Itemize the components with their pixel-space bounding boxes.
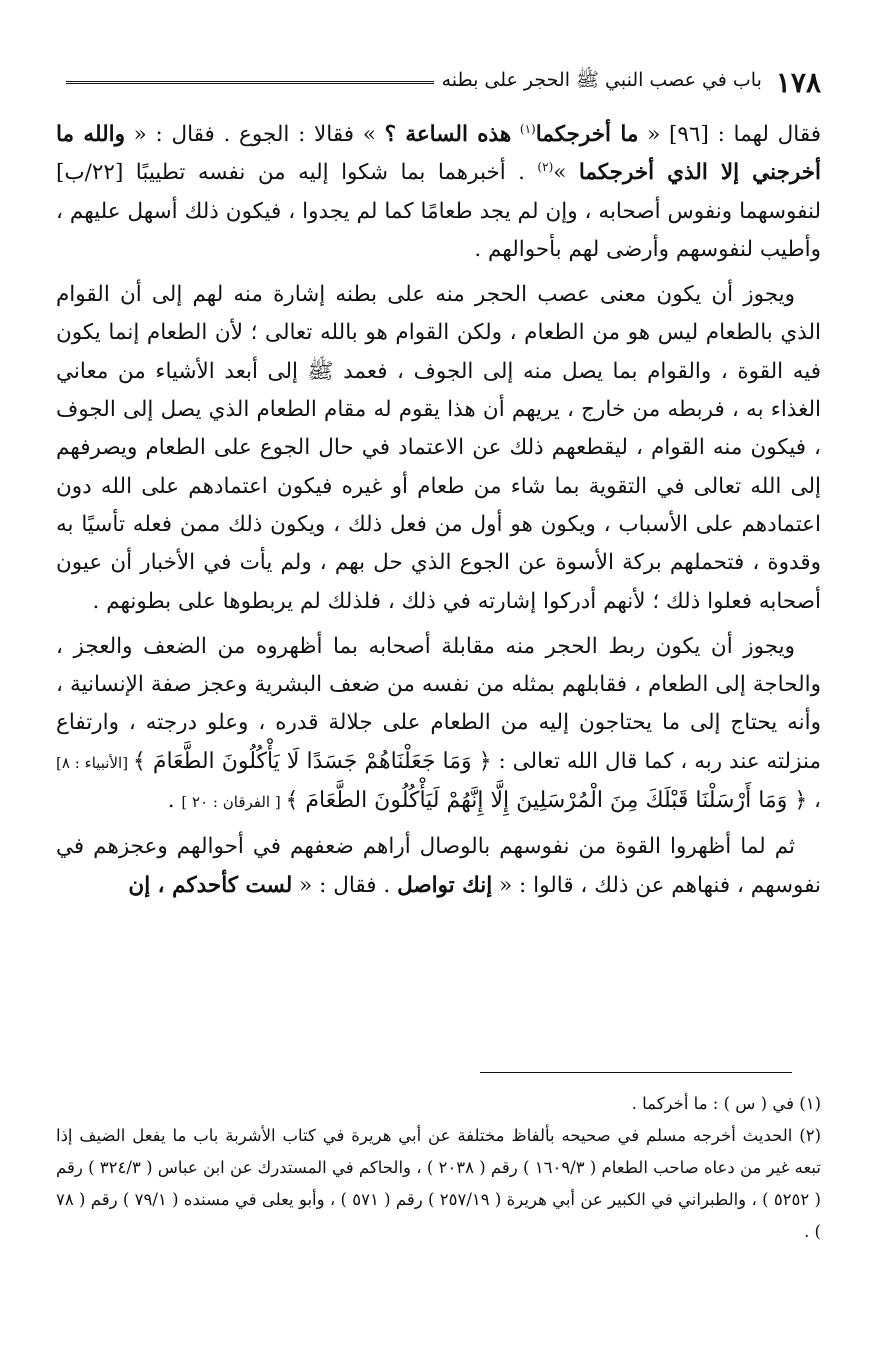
main-text bbox=[56, 116, 821, 912]
text-run: فقال لهما : [٩٦] « bbox=[638, 122, 821, 147]
footnote-ref-1: (١) bbox=[519, 121, 536, 136]
page-number: ١٧٨ bbox=[775, 65, 821, 99]
text-run: » bbox=[553, 160, 579, 186]
hadith-quote: ما أخرجكما bbox=[535, 122, 639, 147]
running-title: باب في عصب النبي ﷺ الحجر على بطنه bbox=[441, 69, 762, 91]
paragraph-1 bbox=[56, 116, 821, 269]
paragraph-4 bbox=[56, 828, 821, 905]
footnote-2: (٢) الحديث أخرجه مسلم في صحيحه بألفاظ مختلفة عن أبي هريرة في كتاب الأشربة باب ما يفعل الضيف إذا تبعه غير من دعاه صاحب الطعام ( ١٦٠٩/٣ ) رقم ( ٢٠٣٨ ) ، والحاكم في المستدرك عن ابن عباس ( ٣٢٤/٣ ) رقم ( ٥٢٥٢ ) ، والطبراني في الكبير عن أبي هريرة ( ٢٥٧/١٩ ) رقم ( ٥٧١ ) ، وأبو يعلى في مسنده ( ٧٩/١ ) رقم ( ٧٨ ) . bbox=[56, 1126, 821, 1241]
footnote-separator bbox=[480, 1072, 792, 1073]
quran-verse: ﴿ وَمَا أَرْسَلْنَا قَبْلَكَ مِنَ الْمُرْسَلِينَ إِلَّا إِنَّهُمْ لَيَأْكُلُونَ الطَّعَامَ ﴾ bbox=[285, 788, 808, 814]
text-run: ، bbox=[807, 788, 821, 814]
text-run: ثم لما أظهروا القوة من نفوسهم بالوصال أراهم ضعفهم في أحوالهم وعجزهم في نفوسهم ، فنهاهم عن ذلك ، قالوا : « bbox=[56, 834, 821, 898]
text-run: » فقالا : الجوع . فقال : « bbox=[124, 122, 385, 147]
quran-verse: ﴿ وَمَا جَعَلْنَاهُمْ جَسَدًا لَا يَأْكُلُونَ الطَّعَامَ ﴾ bbox=[132, 748, 492, 774]
footnote-ref-2: (٢) bbox=[537, 160, 554, 175]
text-run: . أخبرهما بما شكوا إليه من نفسه تطييبًا [٢٢/ب] لنفوسهما ونفوس أصحابه ، وإن لم يجد طعامًا كما لم يجدوا ، فيكون ذلك أسهل عليهم ، وأطيب لنفوسهم وأرضى لهم بأحوالهم . bbox=[56, 160, 821, 262]
footnote-1: (١) في ( س ) : ما أخركما . bbox=[631, 1094, 821, 1113]
paragraph-2: ويجوز أن يكون معنى عصب الحجر منه على بطنه إشارة منه لهم إلى أن القوام الذي بالطعام ليس هو من الطعام ، ولكن القوام هو بالله تعالى ؛ لأن الطعام إنما يكون فيه القوة ، والقوام بما يصل منه إلى الجوف ، فعمد ﷺ إلى أبعد الأشياء من معاني الغذاء به ، فربطه من خارج ، يريهم أن هذا يقوم له مقام الطعام الذي يصل إلى الجوف ، فيكون منه القوام ، ليقطعهم ذلك عن الاعتماد في حال الجوع على الطعام ويصرفهم إلى الله تعالى في التقوية بما شاء من طعام أو غيره فيكون اعتمادهم على الله دون اعتمادهم على الأسباب ، ويكون هو أول من فعل ذلك ، ويكون ذلك ممن فعله تأسيًا به وقدوة ، فتحملهم بركة الأسوة عن الجوع الذي حل بهم ، ولم يأت في الأخبار أن عيون أصحابه فعلوا ذلك ؛ لأنهم أدركوا إشارته في ذلك ، فلذلك لم يربطوها على بطونهم . bbox=[56, 282, 821, 614]
footnotes bbox=[56, 1088, 821, 1248]
hadith-quote: لست كأحدكم ، إن bbox=[128, 872, 293, 898]
running-header bbox=[58, 64, 821, 100]
verse-reference: [الأنبياء : ٨] bbox=[56, 753, 133, 772]
text-run: ويجوز أن يكون ربط الحجر منه مقابلة أصحابه بما أظهروه من الضعف والعجز ، والحاجة إلى الطعام ، فقابلهم بمثله من نفسه من ضعف البشرية وعجز صفة الإنسانية ، وأنه يحتاج إلى ما يحتاجون إليه من الطعام على جلالة قدره ، وعلو درجته ، وارتفاع منزلته عند ربه ، كما قال الله تعالى : bbox=[56, 633, 821, 774]
text-run bbox=[511, 122, 520, 147]
hadith-quote: والله ما أخرجني إلا الذي أخرجكما bbox=[56, 122, 821, 186]
text-run: . فقال : « bbox=[292, 872, 398, 898]
verse-reference: [ الفرقان : ٢٠ ] bbox=[181, 793, 286, 812]
header-rule bbox=[66, 81, 434, 84]
hadith-quote: هذه الساعة ؟ bbox=[384, 122, 512, 147]
paragraph-3 bbox=[56, 628, 821, 821]
text-run: . bbox=[167, 788, 182, 814]
hadith-quote: إنك تواصل bbox=[397, 872, 493, 898]
